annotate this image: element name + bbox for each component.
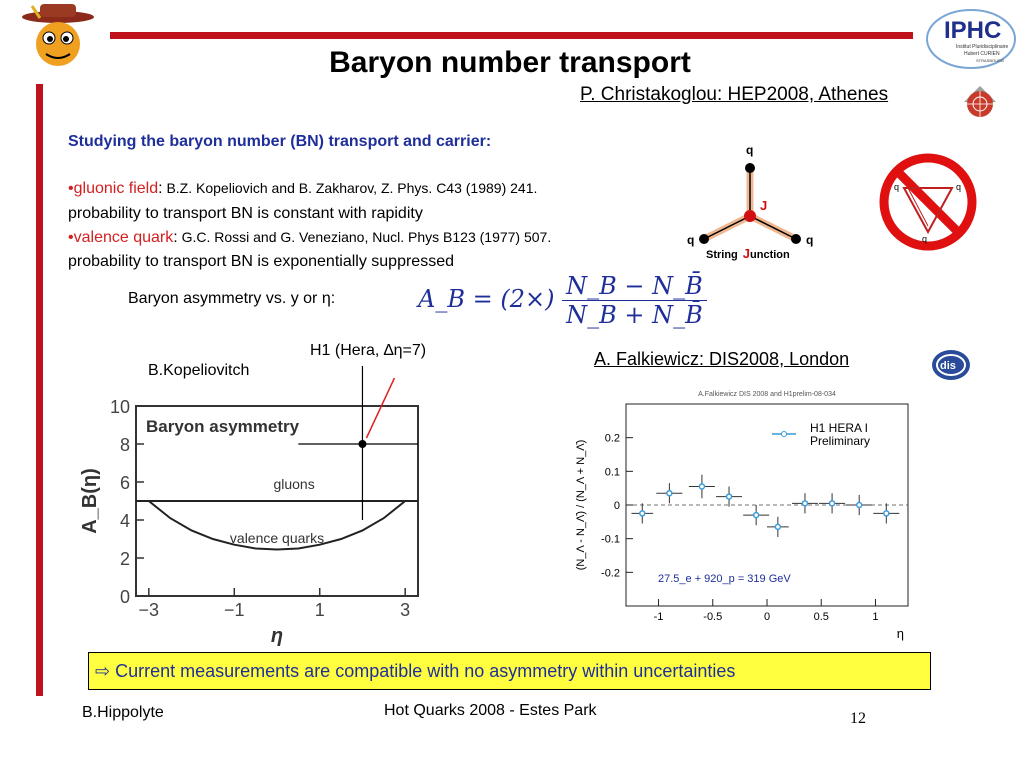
- y-tick-label: 0: [119, 587, 130, 607]
- chart-title: Baryon asymmetry: [146, 417, 300, 436]
- iphc-logo-text: IPHC: [944, 17, 1002, 44]
- falkiewicz-link[interactable]: A. Falkiewicz: DIS2008, London: [594, 349, 850, 369]
- bullet-ref: B.Z. Kopeliovich and B. Zakharov, Z. Phys. C43 (1989) 241.: [162, 180, 538, 196]
- x-tick-label: -1: [653, 611, 664, 623]
- bullet-gluonic: [68, 180, 537, 198]
- data-point: [775, 524, 780, 529]
- data-point: [754, 513, 759, 518]
- asymmetry-formula: [418, 272, 707, 329]
- bullet-sep: :: [158, 180, 163, 197]
- iphc-sub1: Institut Pluridisciplinaire: [956, 44, 1009, 50]
- junction-caption: [706, 246, 790, 261]
- y-tick-label: 6: [119, 473, 130, 493]
- y-axis-label: A_B(η): [79, 468, 101, 534]
- series-label-gluons: gluons: [273, 476, 315, 492]
- legend-label: Preliminary: [810, 434, 871, 448]
- y-tick-label: 0.1: [604, 466, 620, 479]
- quark-label: q: [687, 233, 695, 247]
- no-baryon-triangle-icon: [876, 150, 980, 254]
- x-tick-label: 0.5: [813, 611, 829, 623]
- baryon-asymmetry-chart: [74, 366, 426, 648]
- data-point: [699, 484, 704, 489]
- kopeliovitch-label: B.Kopeliovitch: [148, 362, 250, 379]
- y-tick-label: 4: [119, 511, 130, 531]
- iphc-sub3: STRASBOURG: [976, 58, 1005, 63]
- x-tick-label: 0: [763, 611, 771, 623]
- legend-label: H1 HERA I: [810, 421, 869, 435]
- bullet-valence-desc: probability to transport BN is exponentially suppressed: [68, 253, 454, 270]
- h1-label: H1 (Hera, ∆η=7): [310, 342, 427, 359]
- y-tick-label: 8: [119, 435, 130, 455]
- y-tick-label: 10: [109, 397, 130, 417]
- bullet-gluonic-desc: probability to transport BN is constant with rapidity: [68, 205, 423, 222]
- bullet-sep: :: [173, 229, 178, 246]
- iphc-sub2: Hubert CURIEN: [964, 51, 1000, 57]
- y-tick-label: -0.2: [601, 567, 620, 580]
- conclusion-box: [88, 652, 931, 690]
- bullet-dot: •: [68, 229, 74, 246]
- footer-author: B.Hippolyte: [82, 704, 164, 721]
- section-heading: Studying the baryon number (BN) transport and carrier:: [68, 133, 492, 150]
- page-number: 12: [850, 710, 866, 727]
- x-tick-label: −3: [138, 600, 160, 620]
- y-tick-label: 2: [119, 549, 130, 569]
- h1-arrow: [366, 378, 394, 438]
- x-tick-label: 1: [314, 600, 325, 620]
- caption-j: J: [742, 246, 751, 261]
- chart-title: A.Falkiewicz DIS 2008 and H1prelim-08-034: [698, 391, 836, 398]
- svg-text:dis: dis: [940, 360, 956, 372]
- quark-label: q: [956, 182, 962, 192]
- hep-logo-icon: [960, 80, 1000, 120]
- formula-numerator: N_B − N_B̄: [562, 272, 707, 301]
- legend-marker: [782, 432, 787, 437]
- y-axis-label: (N_Λ - N_Λ̄) / (N_Λ + N_Λ̄): [575, 439, 587, 571]
- junction-label: J: [760, 198, 768, 213]
- data-point: [667, 491, 672, 496]
- conclusion-text: Current measurements are compatible with no asymmetry within uncertainties: [115, 661, 736, 681]
- annotation-energy: 27.5_e + 920_p = 319 GeV: [658, 573, 791, 585]
- arrow-right-icon: ⇨: [95, 661, 111, 681]
- formula-denominator: N_B + N_B̄: [566, 301, 703, 329]
- h1-data-point: [358, 440, 366, 448]
- y-tick-label: 0: [613, 500, 620, 512]
- formula-fraction: [562, 272, 707, 329]
- caption-rest: unction: [750, 249, 790, 261]
- lambda-asymmetry-chart: [560, 382, 922, 644]
- dis-logo-icon: [930, 348, 972, 382]
- bullet-dot: •: [68, 180, 74, 197]
- x-axis-label: η: [896, 626, 904, 641]
- page-title: Baryon number transport: [329, 46, 691, 79]
- caption-string: String: [706, 249, 738, 261]
- iphc-logo: [924, 8, 1018, 70]
- data-point: [727, 494, 732, 499]
- bullet-valence: [68, 229, 551, 247]
- x-tick-label: 1: [872, 611, 879, 623]
- left-red-bar: [36, 84, 43, 696]
- bullet-term: valence quark: [73, 229, 174, 246]
- data-point: [830, 501, 835, 506]
- author-link[interactable]: P. Christakoglou: HEP2008, Athenes: [580, 84, 889, 105]
- x-tick-label: −1: [224, 600, 245, 620]
- footer-event: Hot Quarks 2008 - Estes Park: [384, 702, 597, 719]
- bullet-term: gluonic field: [73, 180, 159, 197]
- series-label-valence: valence quarks: [229, 529, 325, 546]
- data-point: [857, 503, 862, 508]
- quark-label: q: [806, 233, 814, 247]
- quark-label: q: [922, 234, 928, 244]
- y-tick-label: -0.1: [601, 533, 620, 546]
- top-red-bar: [110, 32, 913, 39]
- formula-lhs: A_B = (2×): [418, 285, 555, 313]
- bullet-ref: G.C. Rossi and G. Veneziano, Nucl. Phys B123 (1977) 507.: [177, 229, 552, 245]
- data-point: [640, 511, 645, 516]
- x-tick-label: -0.5: [703, 611, 723, 623]
- y-tick-label: 0.2: [604, 432, 620, 445]
- data-point: [802, 501, 807, 506]
- iphc-logo-icon: [924, 8, 1018, 70]
- x-axis-label: η: [270, 625, 284, 647]
- x-tick-label: 3: [400, 600, 411, 620]
- data-point: [884, 511, 889, 516]
- quark-label: q: [894, 182, 900, 192]
- cowboy-mascot-icon: [18, 2, 98, 74]
- string-junction-diagram: [684, 138, 824, 268]
- quark-label: q: [746, 143, 754, 157]
- asymmetry-label: Baryon asymmetry vs. y or η:: [128, 290, 336, 307]
